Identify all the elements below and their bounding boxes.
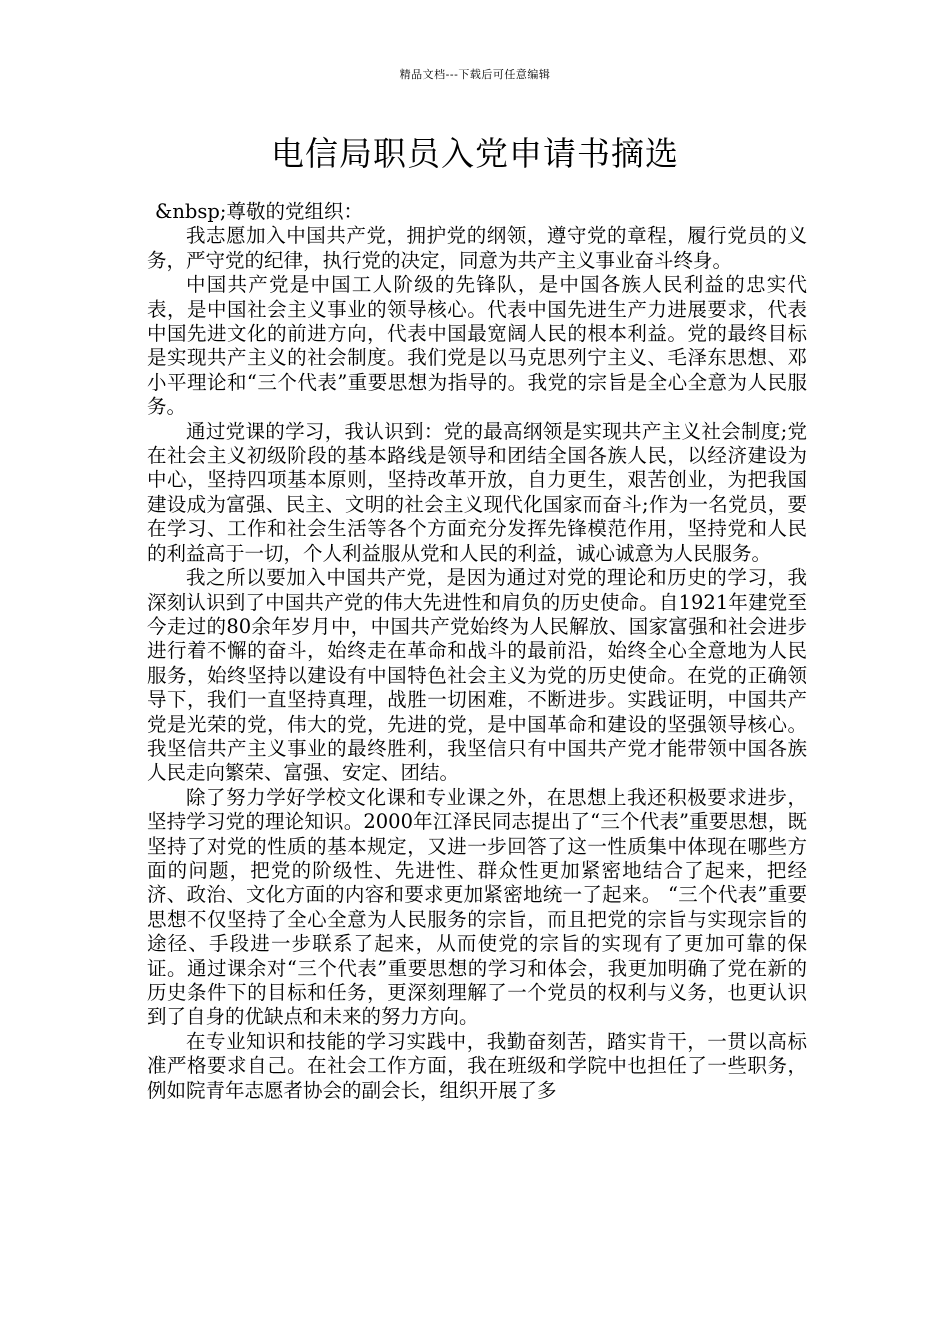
document-body bbox=[147, 200, 807, 1103]
paragraph: 我志愿加入中国共产党，拥护党的纲领，遵守党的章程，履行党员的义务，严守党的纪律，执行党的决定，同意为共产主义事业奋斗终身。 bbox=[147, 224, 807, 272]
salutation: &nbsp;尊敬的党组织： bbox=[155, 200, 363, 223]
header-note: 精品文档---下载后可任意编辑 bbox=[399, 68, 551, 81]
paragraph: 除了努力学好学校文化课和专业课之外，在思想上我还积极要求进步，坚持学习党的理论知识。2000年江泽民同志提出了“三个代表”重要思想，既坚持了对党的性质的基本规定，又进一步回答了这一性质集中体现在哪些方面的问题，把党的阶级性、先进性、群众性更加紧密地结合了起来，把经济、政治、文化方面的内容和要求更加紧密地统一了起来。 “三个代表”重要思想不仅坚持了全心全意为人民服务的宗旨，而且把党的宗旨与实现宗旨的途径、手段进一步联系了起来，从而使党的宗旨的实现有了更加可靠的保证。通过课余对“三个代表”重要思想的学习和体会，我更加明确了党在新的历史条件下的目标和任务，更深刻理解了一个党员的权利与义务，也更认识到了自身的优缺点和未来的努力方向。 bbox=[147, 785, 807, 1029]
paragraph: 在专业知识和技能的学习实践中，我勤奋刻苦，踏实肯干，一贯以高标准严格要求自己。在社会工作方面，我在班级和学院中也担任了一些职务，例如院青年志愿者协会的副会长，组织开展了多 bbox=[147, 1029, 807, 1102]
paragraph: 中国共产党是中国工人阶级的先锋队，是中国各族人民利益的忠实代表，是中国社会主义事业的领导核心。代表中国先进生产力进展要求，代表中国先进文化的前进方向，代表中国最宽阔人民的根本利益。党的最终目标是实现共产主义的社会制度。我们党是以马克思列宁主义、毛泽东思想、邓小平理论和“三个代表”重要思想为指导的。我党的宗旨是全心全意为人民服务。 bbox=[147, 273, 807, 419]
document-title: 电信局职员入党申请书摘选 bbox=[271, 134, 679, 173]
paragraph: 我之所以要加入中国共产党，是因为通过对党的理论和历史的学习，我深刻认识到了中国共产党的伟大先进性和肩负的历史使命。自1921年建党至今走过的80余年岁月中，中国共产党始终为人民解放、国家富强和社会进步进行着不懈的奋斗，始终走在革命和战斗的最前沿，始终全心全意地为人民服务，始终坚持以建设有中国特色社会主义为党的历史使命。在党的正确领导下，我们一直坚持真理，战胜一切困难，不断进步。实践证明，中国共产党是光荣的党，伟大的党，先进的党，是中国革命和建设的坚强领导核心。我坚信共产主义事业的最终胜利，我坚信只有中国共产党才能带领中国各族人民走向繁荣、富强、安定、团结。 bbox=[147, 566, 807, 785]
paragraph: 通过党课的学习，我认识到：党的最高纲领是实现共产主义社会制度;党在社会主义初级阶段的基本路线是领导和团结全国各族人民，以经济建设为中心，坚持四项基本原则，坚持改革开放，自力更生，艰苦创业，为把我国建设成为富强、民主、文明的社会主义现代化国家而奋斗;作为一名党员，要在学习、工作和社会生活等各个方面充分发挥先锋模范作用，坚持党和人民的利益高于一切，个人利益服从党和人民的利益，诚心诚意为人民服务。 bbox=[147, 419, 807, 565]
